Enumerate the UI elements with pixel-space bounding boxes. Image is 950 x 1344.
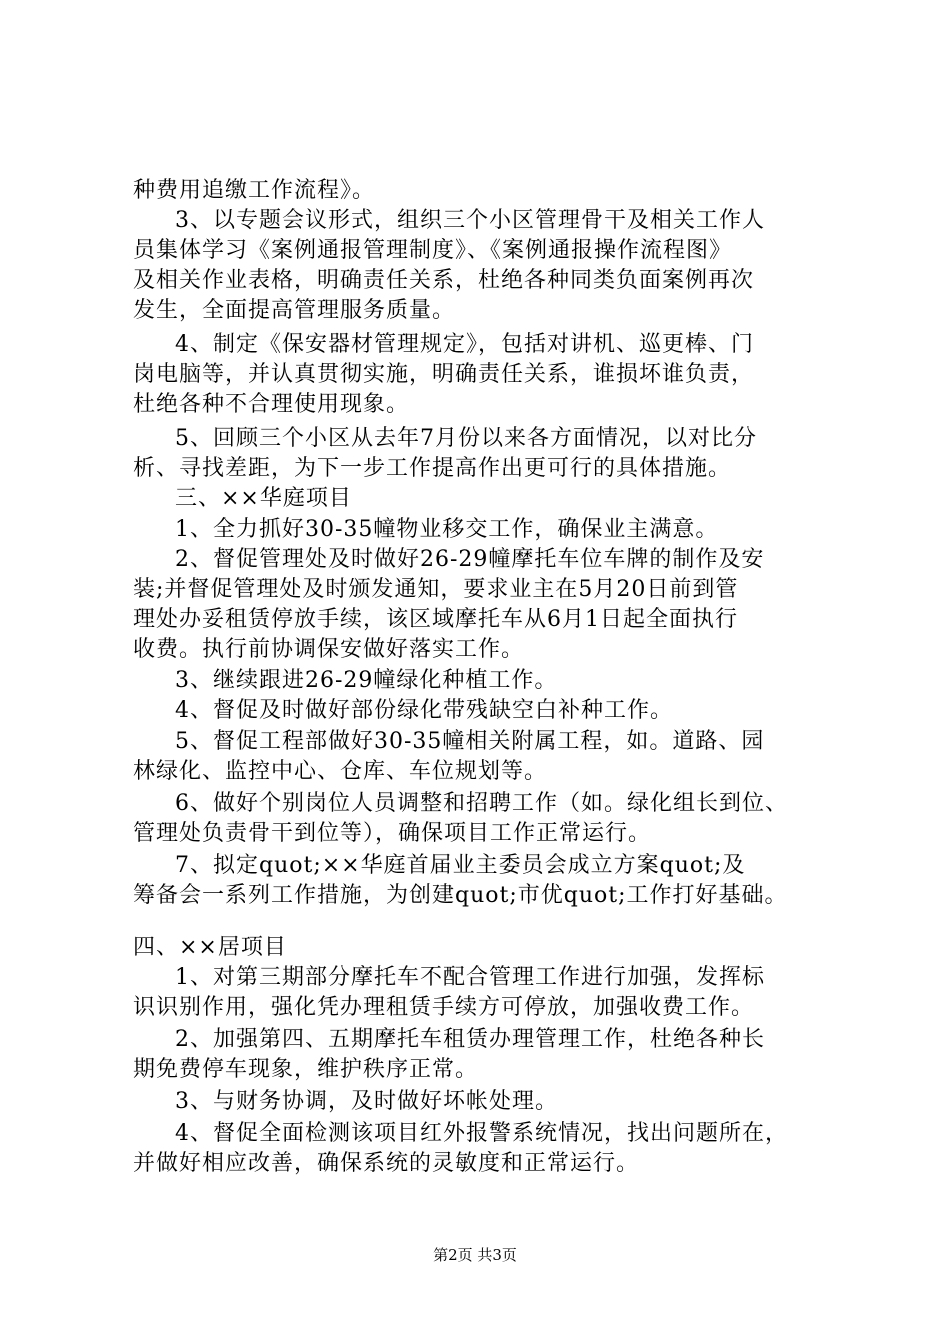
text-line: 3、与财务协调，及时做好坏帐处理。 xyxy=(175,1089,558,1114)
text-line: 岗电脑等，并认真贯彻实施，明确责任关系，谁损坏谁负责， xyxy=(133,362,755,387)
text-line: 5、督促工程部做好30-35幢相关附属工程，如。道路、园 xyxy=(175,729,765,754)
text-line: 4、督促全面检测该项目红外报警系统情况，找出问题所在， xyxy=(175,1121,788,1146)
text-line: 员集体学习《案例通报管理制度》、《案例通报操作流程图》 xyxy=(133,238,733,263)
text-line: 装;并督促管理处及时颁发通知，要求业主在5月20日前到管 xyxy=(133,577,739,602)
text-line: 1、对第三期部分摩托车不配合管理工作进行加强，发挥标 xyxy=(175,965,765,990)
page-footer: 第2页 共3页 xyxy=(433,1246,517,1264)
section-heading: 三、××华庭项目 xyxy=(175,486,352,511)
text-line: 期免费停车现象，维护秩序正常。 xyxy=(133,1057,479,1082)
text-line: 7、拟定quot;××华庭首届业主委员会成立方案quot;及 xyxy=(175,853,746,878)
text-line: 种费用追缴工作流程》。 xyxy=(133,178,376,203)
text-line: 4、督促及时做好部份绿化带残缺空白补种工作。 xyxy=(175,698,673,723)
text-line: 及相关作业表格，明确责任关系，杜绝各种同类负面案例再次 xyxy=(133,268,755,293)
text-line: 3、以专题会议形式，组织三个小区管理骨干及相关工作人 xyxy=(175,208,765,233)
text-line: 3、继续跟进26-29幢绿化种植工作。 xyxy=(175,668,558,693)
text-line: 收费。执行前协调保安做好落实工作。 xyxy=(133,637,525,662)
text-line: 析、寻找差距，为下一步工作提高作出更可行的具体措施。 xyxy=(133,456,732,481)
section-heading: 四、××居项目 xyxy=(133,935,287,960)
text-line: 1、全力抓好30-35幢物业移交工作，确保业主满意。 xyxy=(175,517,719,542)
text-line: 5、回顾三个小区从去年7月份以来各方面情况，以对比分 xyxy=(175,426,757,451)
text-line: 6、做好个别岗位人员调整和招聘工作（如。绿化组长到位、 xyxy=(175,791,788,816)
text-line: 发生，全面提高管理服务质量。 xyxy=(133,298,456,323)
text-line: 杜绝各种不合理使用现象。 xyxy=(133,392,410,417)
text-line: 2、加强第四、五期摩托车租赁办理管理工作，杜绝各种长 xyxy=(175,1027,765,1052)
text-line: 管理处负责骨干到位等），确保项目工作正常运行。 xyxy=(133,821,652,846)
text-line: 2、督促管理处及时做好26-29幢摩托车位车牌的制作及安 xyxy=(175,547,765,572)
text-line: 4、制定《保安器材管理规定》，包括对讲机、巡更棒、门 xyxy=(175,332,754,357)
text-line: 并做好相应改善，确保系统的灵敏度和正常运行。 xyxy=(133,1151,640,1176)
text-line: 理处办妥租赁停放手续，该区域摩托车从6月1日起全面执行 xyxy=(133,607,738,632)
text-line: 筹备会一系列工作措施，为创建quot;市优quot;工作打好基础。 xyxy=(133,883,788,908)
text-line: 识识别作用，强化凭办理租赁手续方可停放，加强收费工作。 xyxy=(133,995,755,1020)
text-line: 林绿化、监控中心、仓库、车位规划等。 xyxy=(133,759,548,784)
